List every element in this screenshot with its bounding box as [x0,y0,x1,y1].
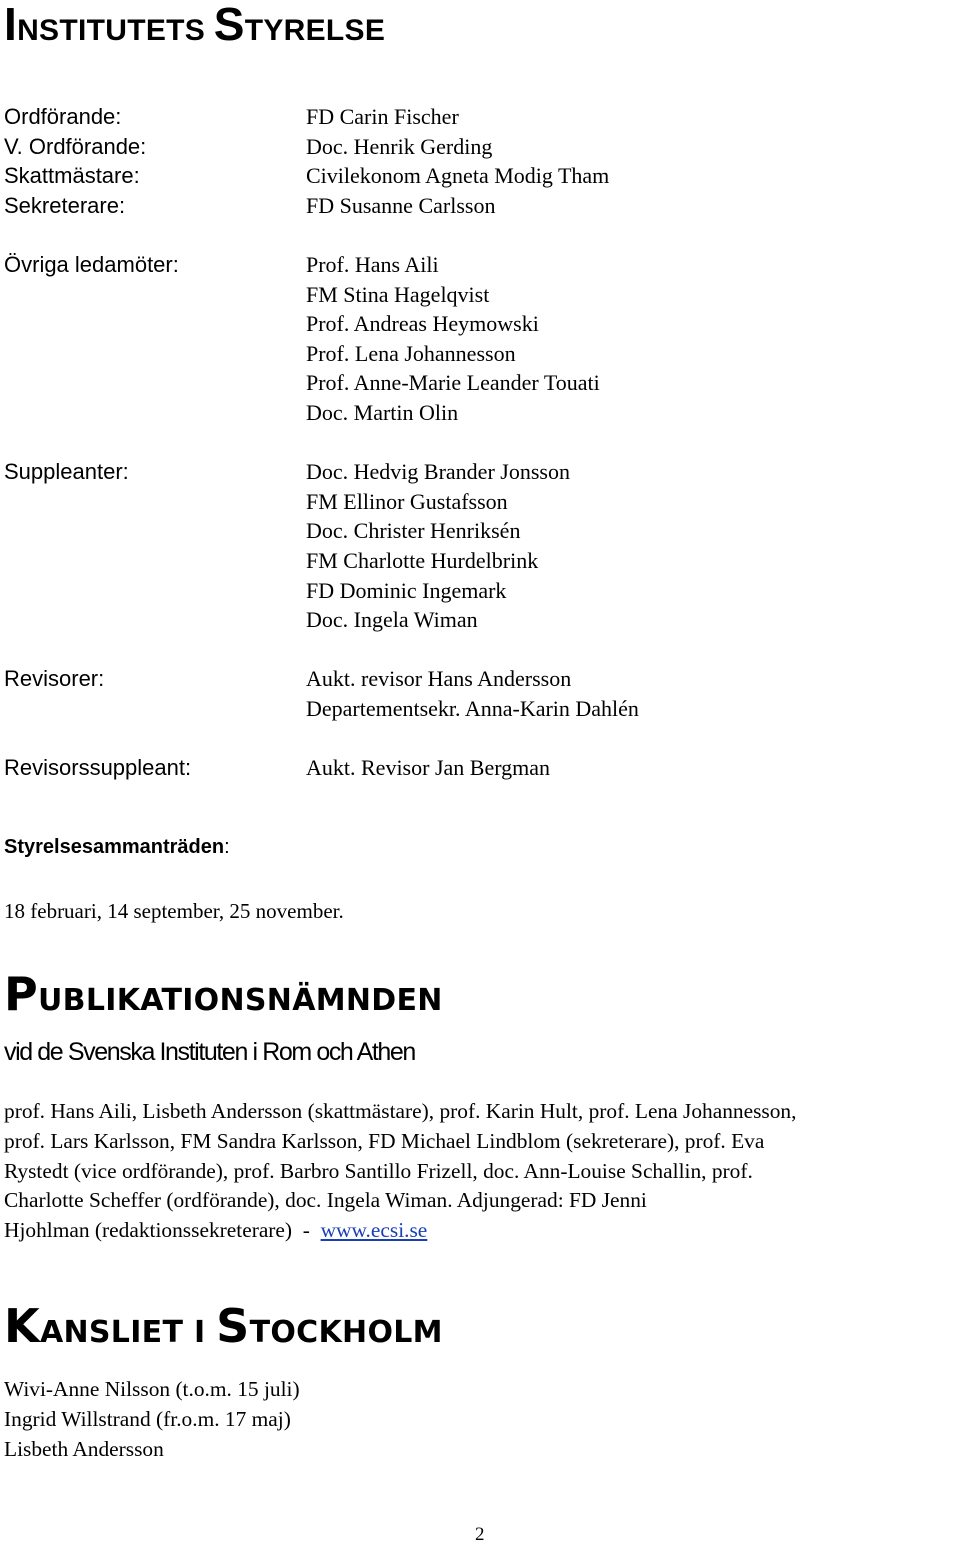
paragraph-line: prof. Lars Karlsson, FM Sandra Karlsson, FD Michael Lindblom (sekreterare), prof. Eva [4,1128,765,1153]
role-group-officers [4,102,904,220]
section-heading-publikationsnamnden: PUBLIKATIONSNÄMNDEN [4,967,443,1021]
member-name: Departementsekr. Anna-Karin Dahlén [306,695,639,721]
staff-list [4,1375,300,1464]
member-name: Aukt. Revisor Jan Bergman [306,755,551,781]
paragraph-line: Rystedt (vice ordförande), prof. Barbro Santillo Frizell, doc. Ann-Louise Schallin, prof. [4,1158,753,1183]
website-link[interactable]: www.ecsi.se [320,1218,428,1243]
member-name: Prof. Lena Johannesson [306,340,516,366]
member-name: Doc. Ingela Wiman [306,607,478,633]
member-name: FD Dominic Ingemark [306,577,507,603]
member-name: Prof. Anne-Marie Leander Touati [306,370,600,396]
role-group-suppleanter [4,457,904,635]
paragraph-line: prof. Hans Aili, Lisbeth Andersson (skattmästare), prof. Karin Hult, prof. Lena Johannesson, [4,1099,797,1123]
member-names [306,250,904,428]
member-name: FD Carin Fischer [306,104,459,129]
section-subtitle: vid de Svenska Instituten i Rom och Athen [4,1038,415,1066]
member-name: Doc. Christer Henriksén [306,518,521,544]
role-label: Revisorssuppleant: [4,755,192,781]
member-names [306,753,904,783]
role-label: V. Ordförande: [4,133,147,159]
member-names [306,102,904,220]
role-label: Suppleanter: [4,459,129,485]
member-name: Doc. Henrik Gerding [306,133,493,159]
member-name: FM Stina Hagelqvist [306,281,490,307]
paragraph-line: Charlotte Scheffer (ordförande), doc. Ingela Wiman. Adjungerad: FD Jenni [4,1188,647,1213]
staff-member: Ingrid Willstrand (fr.o.m. 17 maj) [4,1406,291,1431]
board-roster [4,102,904,812]
member-name: Prof. Andreas Heymowski [306,311,539,337]
role-group-revisorer [4,664,904,723]
staff-member: Wivi-Anne Nilsson (t.o.m. 15 juli) [4,1377,300,1401]
meetings-dates: 18 februari, 14 september, 25 november. [4,899,344,923]
member-name: Aukt. revisor Hans Andersson [306,666,572,692]
paragraph-line: Hjohlman (redaktionssekreterare) - www.ecsi.se [4,1218,428,1243]
role-label: Ordförande: [4,104,122,129]
member-name: Civilekonom Agneta Modig Tham [306,163,610,189]
role-label: Övriga ledamöter: [4,251,179,277]
role-label: Skattmästare: [4,163,140,189]
member-name: Prof. Hans Aili [306,251,439,277]
member-name: Doc. Hedvig Brander Jonsson [306,459,570,485]
section-heading-kansliet-i-stockholm: KANSLIET I STOCKHOLM [4,1299,443,1353]
member-names [306,664,904,723]
member-name: FM Ellinor Gustafsson [306,488,508,514]
section-heading-institutets-styrelse: INSTITUTETS STYRELSE [4,0,386,50]
role-label: Sekreterare: [4,192,126,218]
member-name: Doc. Martin Olin [306,399,459,425]
member-name: FM Charlotte Hurdelbrink [306,547,539,573]
role-group-ovriga-ledamoter [4,250,904,428]
member-names [306,457,904,635]
role-labels [4,102,146,220]
role-group-revisorssuppleant [4,753,904,783]
meetings-heading: Styrelsesammanträden: [4,836,230,858]
page-number: 2 [475,1524,485,1545]
staff-member: Lisbeth Andersson [4,1436,164,1461]
committee-members-paragraph [4,1097,959,1246]
member-name: FD Susanne Carlsson [306,192,496,218]
role-label: Revisorer: [4,666,105,692]
